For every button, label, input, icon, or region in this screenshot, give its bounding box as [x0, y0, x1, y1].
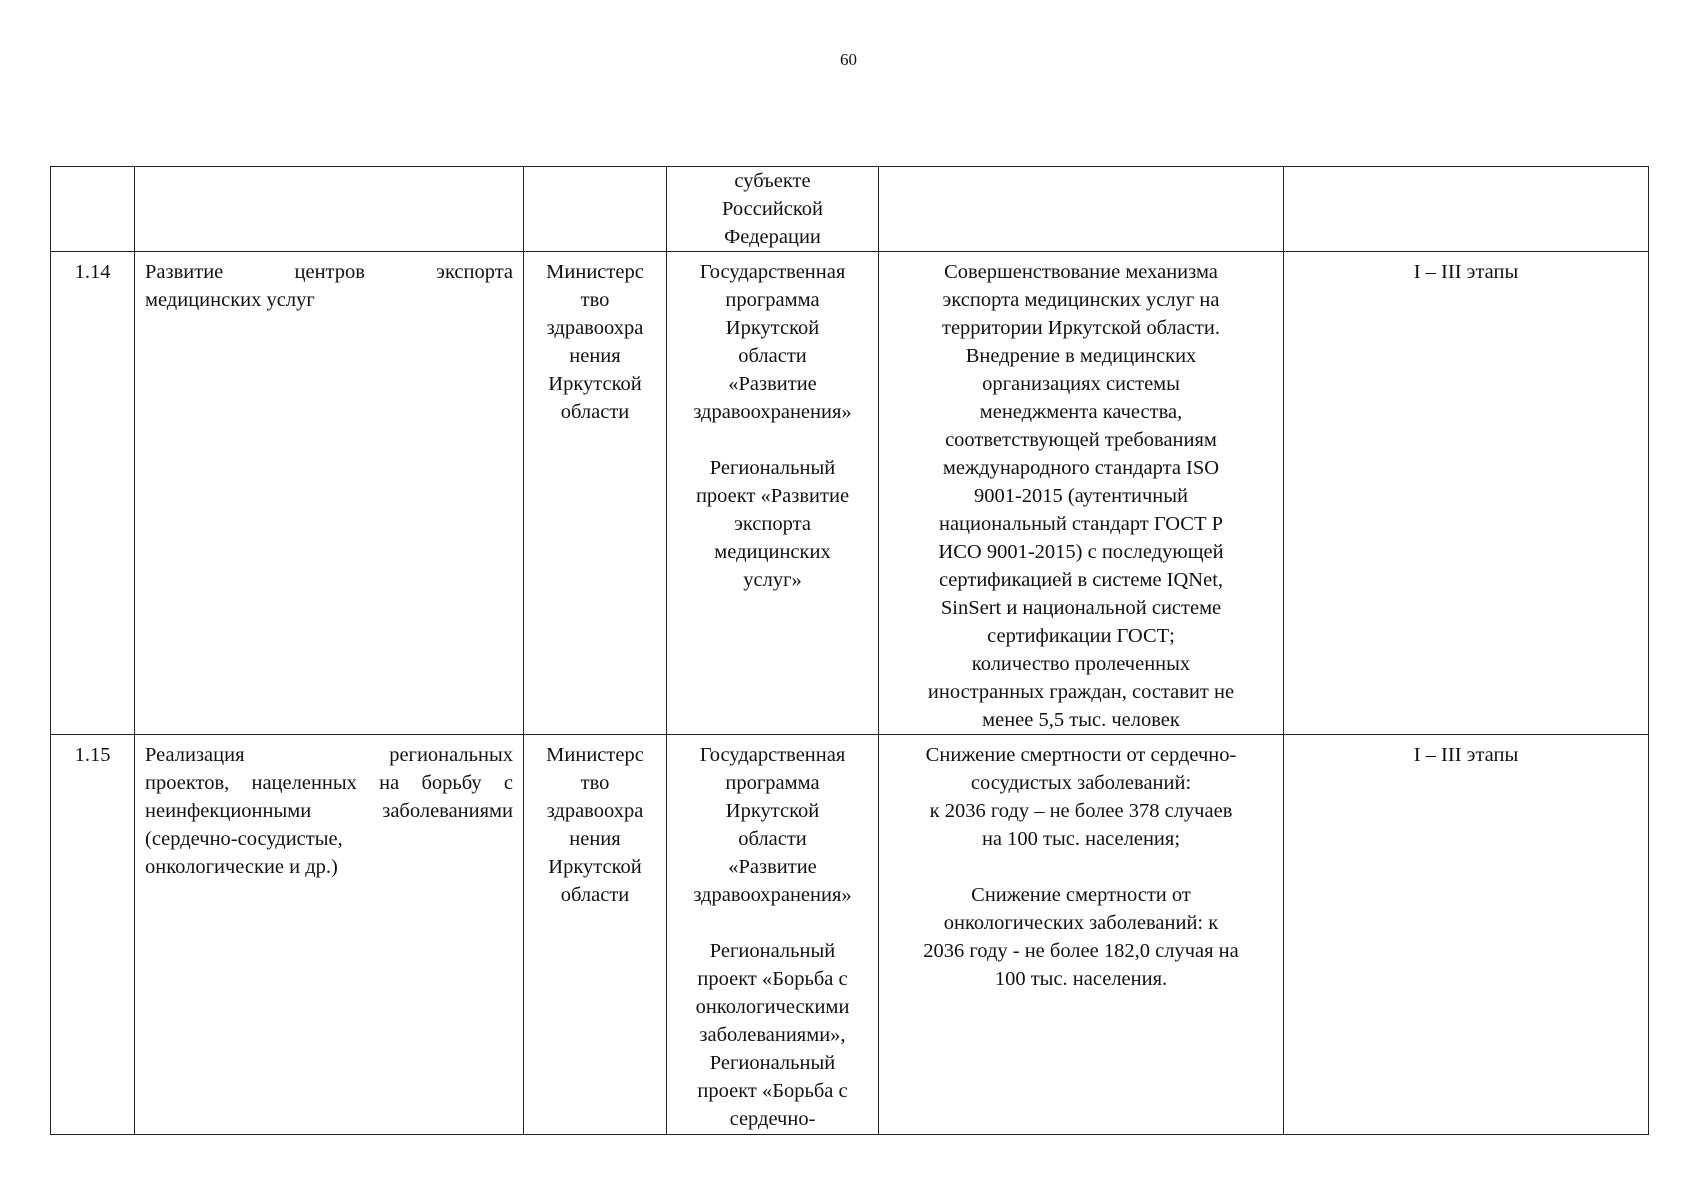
- text-line: территории Иркутской области.: [942, 317, 1220, 339]
- text-line: Внедрение в медицинских: [965, 345, 1197, 367]
- cell-stage: I – III этапы: [1284, 735, 1649, 1135]
- text-line: Развитие центров экспорта: [145, 261, 513, 283]
- table-row: [51, 252, 1649, 735]
- cell-num: 1.14: [51, 252, 135, 735]
- text-line: Снижение смертности от сердечно-: [925, 744, 1237, 766]
- text-line: Региональный: [709, 940, 836, 962]
- text-line: Министерс: [546, 261, 644, 283]
- text-line: организациях системы: [982, 373, 1180, 395]
- cell-responsible: [524, 735, 667, 1135]
- text-line: на 100 тыс. населения;: [981, 828, 1181, 850]
- text-line: количество пролеченных: [971, 653, 1191, 675]
- text-line: Иркутской: [548, 856, 642, 878]
- text-line: «Развитие: [728, 856, 817, 878]
- text-line: Реализация региональных: [145, 744, 513, 766]
- text-line: здравоохра: [546, 317, 644, 339]
- text-line: «Развитие: [728, 373, 817, 395]
- cell-name: [135, 167, 524, 252]
- text-line: 2036 году - не более 182,0 случая на: [923, 940, 1239, 962]
- measures-table: [50, 166, 1649, 1135]
- text-line: онкологическими: [695, 996, 850, 1018]
- text-line: здравоохра: [546, 800, 644, 822]
- spacer: [677, 909, 868, 937]
- table-row-continuation: [51, 167, 1649, 252]
- cell-stage: I – III этапы: [1284, 252, 1649, 735]
- cell-num: 1.15: [51, 735, 135, 1135]
- cell-stage: [1284, 167, 1649, 252]
- text-line: сосудистых заболеваний:: [970, 772, 1192, 794]
- text-line: сердечно-: [729, 1108, 816, 1130]
- cell-program: [667, 252, 879, 735]
- cell-result: [879, 167, 1284, 252]
- text-line: проектов, нацеленных на борьбу с: [145, 772, 513, 794]
- text-line: программа: [725, 289, 820, 311]
- text-line: (сердечно-сосудистые,: [145, 828, 343, 850]
- text-line: Российской: [721, 198, 824, 220]
- page-number: 60: [840, 50, 857, 69]
- text-line: Региональный: [709, 457, 836, 479]
- text-line: медицинских услуг: [145, 289, 315, 311]
- cell-responsible: [524, 252, 667, 735]
- text-line: услуг»: [743, 569, 802, 591]
- text-line: области: [738, 345, 807, 367]
- cell-name: [135, 252, 524, 735]
- text-line: Государственная: [699, 261, 846, 283]
- text-line: экспорта медицинских услуг на: [942, 289, 1220, 311]
- text-line: проект «Развитие: [695, 485, 850, 507]
- text-line: Иркутской: [725, 317, 820, 339]
- text-line: онкологических заболеваний: к: [943, 912, 1219, 934]
- text-line: менее 5,5 тыс. человек: [982, 709, 1180, 731]
- text-line: ИСО 9001-2015) с последующей: [938, 541, 1224, 563]
- text-line: Снижение смертности от: [971, 884, 1191, 906]
- text-line: проект «Борьба с: [697, 968, 848, 990]
- text-line: к 2036 году – не более 378 случаев: [929, 800, 1233, 822]
- text-line: Иркутской: [725, 800, 820, 822]
- text-line: Совершенствование механизма: [944, 261, 1218, 283]
- text-line: сертификации ГОСТ;: [987, 625, 1175, 647]
- text-line: здравоохранения»: [693, 401, 852, 423]
- cell-program: [667, 167, 879, 252]
- text-line: экспорта: [734, 513, 811, 535]
- table-row: [51, 735, 1649, 1135]
- text-line: нения: [569, 828, 621, 850]
- text-line: Иркутской: [548, 373, 642, 395]
- cell-result: [879, 735, 1284, 1135]
- text-line: SinSert и национальной системе: [940, 597, 1222, 619]
- text-line: иностранных граждан, составит не: [927, 681, 1235, 703]
- text-line: тво: [580, 289, 610, 311]
- spacer: [677, 426, 868, 454]
- text-line: тво: [580, 772, 610, 794]
- text-line: Министерс: [546, 744, 644, 766]
- text-line: области: [560, 884, 630, 906]
- text-line: сертификацией в системе IQNet,: [938, 569, 1224, 591]
- cell-program: [667, 735, 879, 1135]
- cell-num: [51, 167, 135, 252]
- text-line: неинфекционными заболеваниями: [145, 800, 513, 822]
- text-line: Федерации: [724, 226, 821, 248]
- text-line: онкологические и др.): [145, 856, 338, 878]
- text-line: программа: [725, 772, 820, 794]
- text-line: медицинских: [714, 541, 831, 563]
- cell-result: [879, 252, 1284, 735]
- text-line: 100 тыс. населения.: [994, 968, 1168, 990]
- text-line: 9001-2015 (аутентичный: [973, 485, 1189, 507]
- text-line: субъекте: [734, 170, 811, 192]
- cell-responsible: [524, 167, 667, 252]
- text-line: нения: [569, 345, 621, 367]
- text-line: Региональный: [709, 1052, 836, 1074]
- text-line: области: [560, 401, 630, 423]
- text-line: проект «Борьба с: [697, 1080, 848, 1102]
- spacer: [889, 853, 1273, 881]
- text-line: национальный стандарт ГОСТ Р: [938, 513, 1224, 535]
- text-line: области: [738, 828, 807, 850]
- text-line: заболеваниями»,: [699, 1024, 846, 1046]
- text-line: Государственная: [699, 744, 846, 766]
- text-line: здравоохранения»: [693, 884, 852, 906]
- cell-name: [135, 735, 524, 1135]
- text-line: международного стандарта ISO: [942, 457, 1220, 479]
- text-line: соответствующей требованиям: [945, 429, 1217, 451]
- text-line: менеджмента качества,: [979, 401, 1183, 423]
